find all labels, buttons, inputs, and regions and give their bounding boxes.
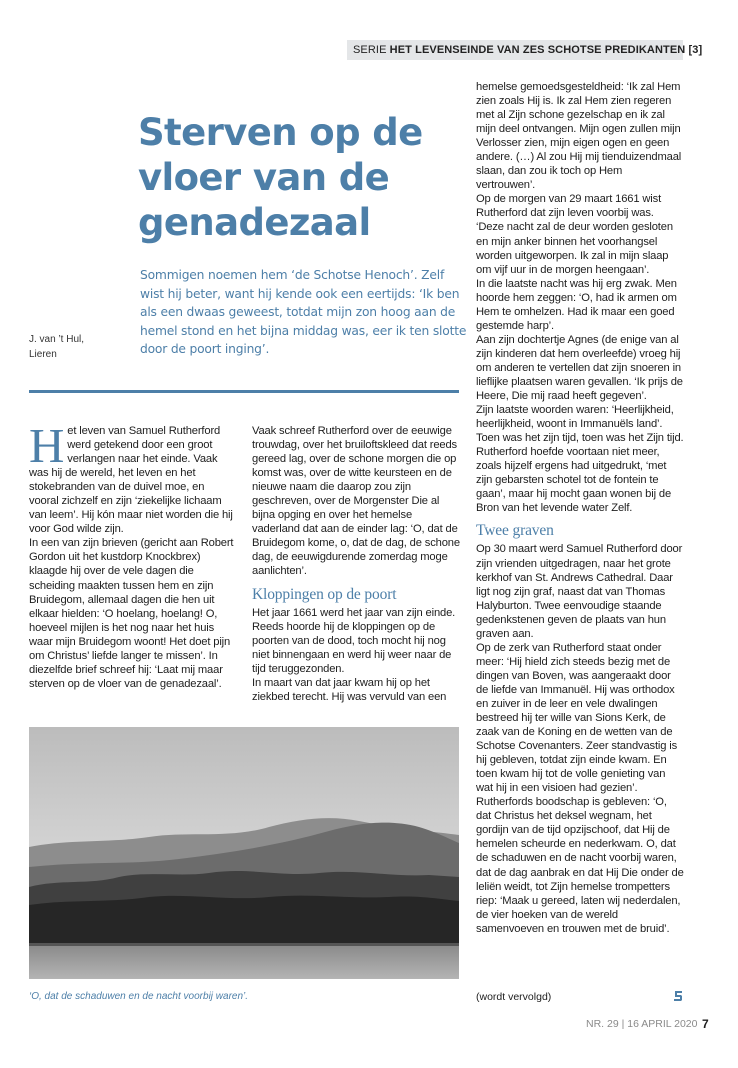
title-line: Sterven op de [138, 111, 423, 154]
issue-info: NR. 29 | 16 APRIL 2020 [586, 1018, 698, 1030]
paragraph: Aan zijn dochtertje Agnes (de enige van al zijn kinderen dat hem overleefde) vroeg hij om anderen te vertellen dat zijn snoeren in lieflijke plaatsen waren gevallen. ‘Ik prijs de Heere, Die mij raad heeft gegeven’. [476, 333, 683, 403]
paragraph: Rutherfords boodschap is gebleven: ‘O, dat Christus het deksel wegnam, het gordijn van de tijd opzijschoof, dat Hij de hemelen scheurde en nederkwam. O, dat de schaduwen en de nacht voorbij waren, dat de dag aanbrak en dat Hij Die onder de leliën weidt, tot Zijn hemelse trompetters riep: ‘Maak u gereed, laten wij nederdalen, de vier hoeken van de wereld samenvoeven en trouwen met de bruid’. [476, 796, 684, 935]
tree-line [29, 896, 459, 945]
paragraph: Het jaar 1661 werd het jaar van zijn einde. Reeds hoorde hij de kloppingen op de poorten van de dood, toch mocht hij nog niet binnengaan en werd hij weer naar de tijd teruggezonden. [252, 606, 456, 675]
series-header [347, 40, 703, 60]
paragraph: In maart van dat jaar kwam hij op het ziekbed terecht. Hij was vervuld van een [252, 676, 447, 703]
author-name: J. van ’t Hul, [29, 334, 85, 345]
photo-caption: ‘O, dat de schaduwen en de nacht voorbij waren’. [29, 991, 249, 1002]
drop-cap: H [29, 418, 65, 473]
paragraph: Vaak schreef Rutherford over de eeuwige trouwdag, over het bruiloftskleed dat reeds gereed lag, over de schone morgen die op komst was, over de witte keursteen en de nieuwe naam die daarop zou zijn geschreven, over de Morgenster Die al bijna opging en over het hemelse vaderland dat aan de einder lag: ‘O, dat de Bruidegom kome, o, dat de dag, de schone dag, de eeuwigdurende zomerdag moge aanlichten’. [252, 425, 460, 578]
author-place: Lieren [29, 348, 57, 360]
subheading: Twee graven [476, 522, 554, 540]
landscape-photo [29, 727, 459, 979]
column-3 [476, 80, 684, 936]
end-mark-icon [672, 990, 684, 1002]
title-line: vloer van de [138, 156, 390, 199]
page-number: 7 [702, 1017, 709, 1031]
subheading: Kloppingen op de poort [252, 585, 397, 603]
paragraph: In een van zijn brieven (gericht aan Robert Gordon uit het kustdorp Knockbrex) klaagde hij over de vele dagen die scheiding maakten tussen hem en zijn Bruidegom, allemaal dagen die hen uit elkaar hielden: ‘O hoelang, hoelang! O, hoeveel mijlen is het nog naar het huis waar mijn Bruidegom woont! Het doet pijn om Christus’ liefde langer te missen’. In diezelfde brief schreef hij: ‘Laat mij maar sterven op de vloer van de genadezaal’. [29, 537, 234, 690]
lake-water [29, 945, 459, 979]
paragraph: hemelse gemoedsgesteldheid: ‘Ik zal Hem zien zoals Hij is. Ik zal Hem zien regeren met al Zijn schone gezelschap en ik zal mijn deel ontvangen. Mijn ogen zullen mijn Verlosser zien, mijn eigen ogen en geen andere. (…) Al zou Hij mij tienduizendmaal slaan, dan zou ik toch op Hem vertrouwen’. [476, 81, 682, 192]
paragraph: Op de zerk van Rutherford staat onder meer: ‘Hij hield zich steeds bezig met de dingen van Boven, was aangeraakt door de liefde van Immanuël. Hij was orthodox en zuiver in de leer en vele dwalingen bestreed hij ter wille van Sions Kerk, de zaak van de Koning en de wetten van de Schotse Covenanters. Zeer standvastig is hij gebleven, totdat zijn einde kwam. En toen kwam hij tot de volle genieting van wat hij in een visioen had gezien’. [476, 641, 678, 795]
article-lead: Sommigen noemen hem ‘de Schotse Henoch’. Zelf wist hij beter, want hij kende ook een eertijds: ‘Ik ben als een dwaas geweest, totdat mijn zon hoog aan de hemel stond en het bijna middag was, eer ik ten slotte door de poort inging’. [140, 268, 467, 357]
shoreline [29, 943, 459, 946]
paragraph: Op 30 maart werd Samuel Rutherford door zijn vrienden uitgedragen, naar het grote kerkhof van St. Andrews Cathedral. Daar ligt nog zijn graf, naast dat van Thomas Halyburton. Twee eenvoudige staande gedenkstenen geven de plaats van hun graven aan. [476, 543, 683, 640]
series-title: HET LEVENSEINDE VAN ZES SCHOTSE PREDIKANTEN [3] [389, 44, 703, 56]
column-2 [252, 424, 462, 704]
paragraph-text: et leven van Samuel Rutherford werd getekend door een groot verlangen naar het einde. Vaak was hij de wereld, het leven en het stokebranden van de duivel moe, en vooral zichzelf en zijn ‘ziekelijke lichaam van leem’. Hij kón maar niet worden die hij voor God wilde zijn. [29, 425, 233, 536]
column-1 [29, 418, 236, 691]
continued-note: (wordt vervolgd) [476, 991, 552, 1003]
title-line: genadezaal [138, 201, 371, 244]
paragraph: Op de morgen van 29 maart 1661 wist Rutherford dat zijn leven voorbij was. ‘Deze nacht zal de deur worden gesloten en mijn anker binnen het voorhangsel worden uitgeworpen. Ik zal in mijn slaap om vijf uur in de morgen heengaan’. [476, 193, 673, 276]
paragraph: In die laatste nacht was hij erg zwak. Men hoorde hem zeggen: ‘O, had ik armen om Hem te omhelzen. Had ik maar een goed gestemde harp’. [476, 277, 677, 332]
article-title [138, 110, 468, 245]
author-credit [29, 333, 129, 362]
paragraph: Zijn laatste woorden waren: ‘Heerlijkheid, heerlijkheid, woont in Immanuëls land’. Toen was het zijn tijd, toen was het Zijn tijd. Rutherford hoefde voortaan niet meer, zoals hijzelf ergens had uitgedrukt, ‘met zijn gebarsten schotel tot de fontein te gaan’, maar hij mocht gaan wonen bij de Bron van het levende water Zelf. [476, 404, 684, 515]
paragraph [29, 418, 236, 536]
title-divider [29, 390, 459, 393]
series-prefix: SERIE [353, 44, 387, 56]
